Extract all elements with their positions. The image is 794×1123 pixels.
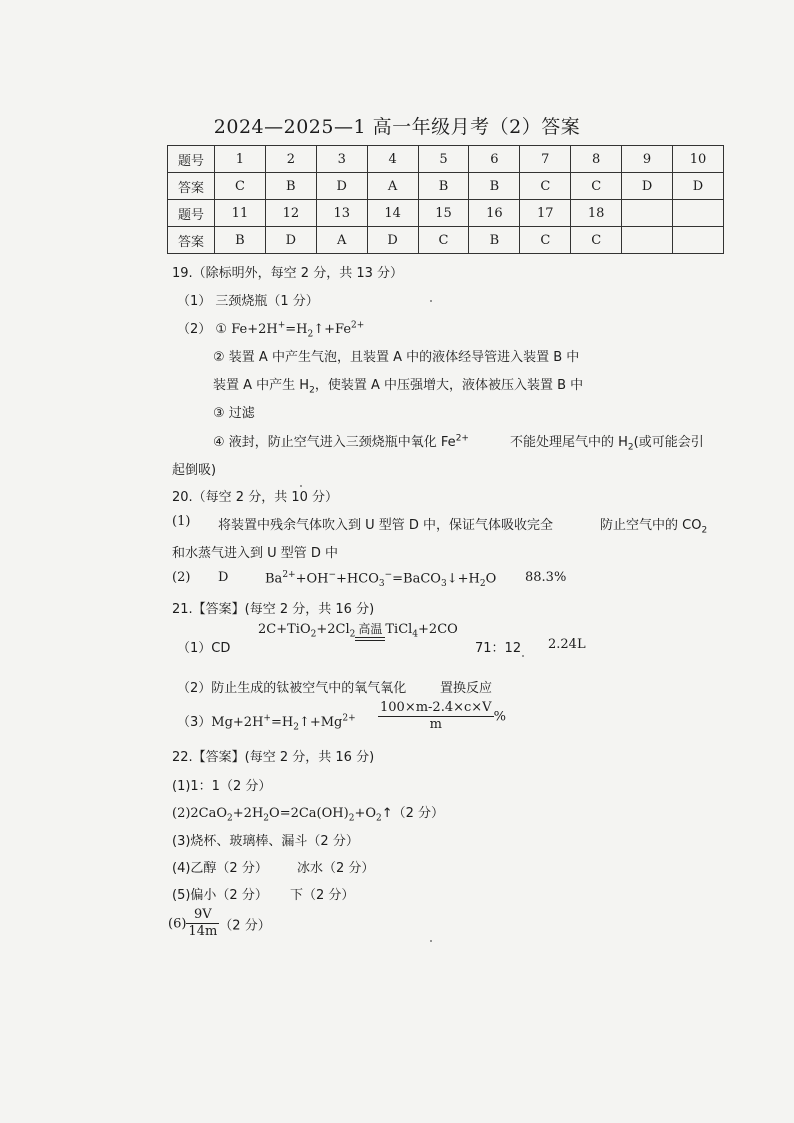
q19-part2-2: ② 装置 A 中产生气泡，且装置 A 中的液体经导管进入装置 B 中 xyxy=(213,350,580,365)
table-cell: 12 xyxy=(265,200,316,227)
table-cell: 18 xyxy=(571,200,622,227)
table-row xyxy=(168,173,724,200)
table-cell: 5 xyxy=(418,146,469,173)
q20-part1-b: 防止空气中的 $CO_2$ xyxy=(600,518,708,536)
table-cell xyxy=(673,200,724,227)
table-cell: D xyxy=(265,227,316,254)
table-cell: 16 xyxy=(469,200,520,227)
q19-part2-2b: 装置 A 中产生 $H_2$，使装置 A 中压强增大，液体被压入装置 B 中 xyxy=(213,378,584,396)
q20-part1-cont: 和水蒸气进入到 U 型管 D 中 xyxy=(172,546,339,561)
q21-part3-fraction: $\frac{100\times m-2.4\times c\times V}{m}$ % xyxy=(380,700,506,733)
table-cell: 4 xyxy=(367,146,418,173)
q19-part1: （1） 三颈烧瓶（1 分） xyxy=(177,294,319,309)
scan-speck xyxy=(430,940,432,942)
table-cell: C xyxy=(571,173,622,200)
page-title: 2024—2025—1 高一年级月考（2）答案 xyxy=(213,116,581,138)
q19-header: 19.（除标明外，每空 2 分，共 13 分） xyxy=(172,266,404,281)
table-cell: D xyxy=(367,227,418,254)
fraction: $\frac{9V}{14m}$ xyxy=(188,907,218,940)
q22-part4-b: 冰水（2 分） xyxy=(297,861,375,876)
table-cell: A xyxy=(367,173,418,200)
q20-part2-label: (2) xyxy=(172,570,191,585)
q19-part2-4: ④ 液封，防止空气进入三颈烧瓶中氧化 $Fe^{2+}$ xyxy=(213,433,469,450)
table-cell: 7 xyxy=(520,146,571,173)
table-cell: 9 xyxy=(622,146,673,173)
table-cell: A xyxy=(316,227,367,254)
table-cell: B xyxy=(418,173,469,200)
q19-part2-3: ③ 过滤 xyxy=(213,406,255,421)
table-cell: 3 xyxy=(316,146,367,173)
table-row xyxy=(168,146,724,173)
q20-part2-answer: D xyxy=(218,570,229,585)
table-cell: 答案 xyxy=(168,173,215,200)
q22-part4-a: (4)乙醇（2 分） xyxy=(172,861,268,876)
table-cell: B xyxy=(215,227,266,254)
table-cell: 1 xyxy=(215,146,266,173)
table-cell: C xyxy=(520,173,571,200)
table-cell: 13 xyxy=(316,200,367,227)
q19-part2-4b: 不能处理尾气中的 $H_2$(或可能会引 xyxy=(510,435,704,453)
q20-part2-percent: 88.3% xyxy=(525,570,567,585)
scan-speck xyxy=(522,655,524,657)
table-cell xyxy=(622,227,673,254)
q22-part1: (1)1：1（2 分） xyxy=(172,779,272,794)
table-cell: C xyxy=(215,173,266,200)
q22-part2: $(2)2CaO_2+2H_2O=2Ca(OH)_2+O_2↑(2$ 分） xyxy=(172,806,445,824)
table-cell: 15 xyxy=(418,200,469,227)
q20-part1-label: (1) xyxy=(172,514,191,529)
table-cell xyxy=(622,200,673,227)
q19-part2-eq: （2） ① $Fe+2H^+=H_2↑+Fe^{2+}$ xyxy=(177,320,365,340)
q21-part3-eq: $(3)Mg+2H^+=H_2↑+Mg^{2+}$ xyxy=(177,713,356,733)
table-cell: B xyxy=(265,173,316,200)
table-row xyxy=(168,200,724,227)
table-cell: 14 xyxy=(367,200,418,227)
scan-speck xyxy=(430,300,432,302)
table-cell: C xyxy=(418,227,469,254)
q21-header: 21.【答案】(每空 2 分，共 16 分) xyxy=(172,602,375,617)
table-cell: D xyxy=(673,173,724,200)
table-cell xyxy=(673,227,724,254)
table-cell: 答案 xyxy=(168,227,215,254)
table-cell: B xyxy=(469,173,520,200)
table-cell: 11 xyxy=(215,200,266,227)
table-row xyxy=(168,227,724,254)
table-cell: D xyxy=(622,173,673,200)
table-cell: 题号 xyxy=(168,146,215,173)
scan-speck xyxy=(300,485,302,487)
table-cell: 2 xyxy=(265,146,316,173)
table-cell: C xyxy=(571,227,622,254)
q20-part1-a: 将装置中残余气体吹入到 U 型管 D 中，保证气体吸收完全 xyxy=(218,518,554,533)
q21-part1-ratio: 71：12 xyxy=(475,641,522,656)
q21-part1-volume: 2.24L xyxy=(548,637,586,652)
table-cell: 6 xyxy=(469,146,520,173)
q21-part2-b: 置换反应 xyxy=(440,681,493,696)
q22-part5-b: 下（2 分） xyxy=(290,888,355,903)
table-cell: 17 xyxy=(520,200,571,227)
table-cell: 8 xyxy=(571,146,622,173)
answer-table xyxy=(167,145,724,254)
q22-part6: (6) $\frac{9V}{14m}$ （2 分） xyxy=(168,907,271,940)
reaction-condition: 高温 xyxy=(355,623,385,640)
table-cell: D xyxy=(316,173,367,200)
table-cell: C xyxy=(520,227,571,254)
q21-part1-label: （1）CD xyxy=(177,641,231,656)
q22-header: 22.【答案】(每空 2 分，共 16 分) xyxy=(172,750,375,765)
table-cell: 题号 xyxy=(168,200,215,227)
table-cell: B xyxy=(469,227,520,254)
table-cell: 10 xyxy=(673,146,724,173)
q20-header: 20.（每空 2 分，共 10 分） xyxy=(172,490,339,505)
q21-part2: （2）防止生成的钛被空气中的氧气氧化 xyxy=(177,681,407,696)
q20-part2-eq: $Ba^{2+}+OH^-+HCO_3^-=BaCO_3↓+H_2O$ xyxy=(265,570,497,589)
q22-part3: (3)烧杯、玻璃棒、漏斗（2 分） xyxy=(172,834,359,849)
q19-part2-4-cont: 起倒吸) xyxy=(172,463,217,478)
q21-part1-eq: $2C+TiO_2+2Cl_2$ 高温 TiCl$_4$+2CO xyxy=(258,622,458,640)
q22-part5-a: (5)偏小（2 分） xyxy=(172,888,268,903)
